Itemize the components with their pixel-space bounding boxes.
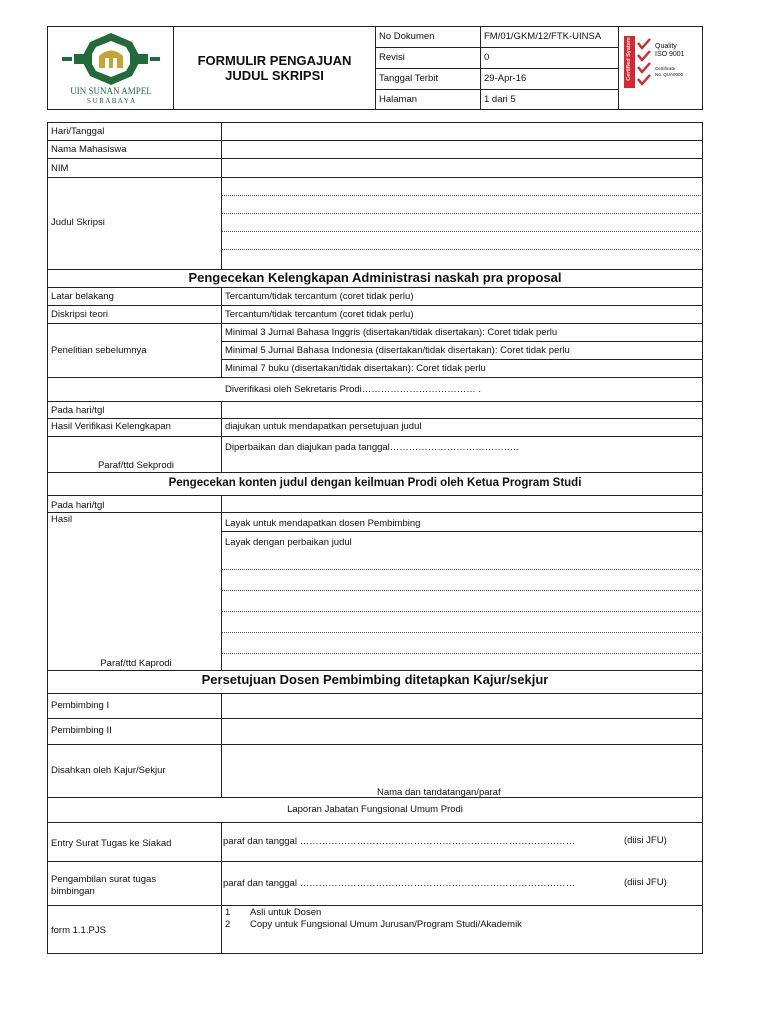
layak-dosen-pembimbing: Layak untuk mendapatkan dosen Pembimbing	[225, 518, 421, 529]
nama-tandatangan: Nama dan tandatangan/paraf	[377, 787, 501, 798]
meta-label-no-dokumen: No Dokumen	[379, 31, 435, 42]
verifikasi-sekretaris: Diverifikasi oleh Sekretaris Prodi……………………………… .	[225, 384, 482, 395]
institution-logo	[52, 30, 170, 106]
meta-value-tanggal-terbit: 29-Apr-16	[484, 73, 527, 84]
note-pengambilan-jfu: (diisi JFU)	[624, 877, 667, 888]
field-hari-tanggal[interactable]	[222, 123, 702, 140]
cert-small2: No. QUA0000	[655, 72, 684, 77]
copy-text: Asli untuk Dosen	[250, 907, 322, 918]
meta-label-tanggal-terbit: Tanggal Terbit	[379, 73, 438, 84]
meta-value-no-dokumen: FM/01/GKM/12/FTK-UINSA	[484, 31, 602, 42]
field-pembimbing-1[interactable]	[222, 694, 702, 718]
field-pembimbing-2[interactable]	[222, 719, 702, 744]
laporan-jfu-title: Laporan Jabatan Fungsional Umum Prodi	[287, 804, 463, 815]
meta-label-halaman: Halaman	[379, 94, 418, 105]
label-pembimbing-2: Pembimbing II	[51, 725, 112, 736]
field-pada-hari-1[interactable]	[222, 402, 702, 418]
label-judul-skripsi: Judul Skripsi	[51, 217, 105, 228]
label-pengambilan-2: bimbingan	[51, 886, 95, 897]
note-entry-jfu: (diisi JFU)	[624, 835, 667, 846]
penelitian-item: Minimal 3 Jurnal Bahasa Inggris (disertakan/tidak disertakan): Coret tidak perlu	[225, 327, 558, 338]
copy-text: Copy untuk Fungsional Umum Jurusan/Program Studi/Akademik	[250, 919, 522, 930]
label-pengambilan-1: Pengambilan surat tugas	[51, 874, 157, 885]
meta-value-halaman: 1 dari 5	[484, 94, 516, 105]
value-hasil-verifikasi: diajukan untuk mendapatkan persetujuan judul	[225, 421, 422, 432]
copy-number: 1	[225, 907, 231, 918]
meta-label-revisi: Revisi	[379, 52, 405, 63]
section1-title: Pengecekan Kelengkapan Administrasi naskah pra proposal	[188, 270, 562, 285]
form-title-line2: JUDUL SKRIPSI	[225, 68, 324, 83]
label-hari-tanggal: Hari/Tanggal	[51, 126, 105, 137]
field-nama-mahasiswa[interactable]	[222, 141, 702, 158]
label-hasil: Hasil	[51, 514, 73, 525]
label-pada-hari-1: Pada hari/tgl	[51, 405, 105, 416]
checkmarks-icon	[637, 38, 651, 86]
form-title-line1: FORMULIR PENGAJUAN	[197, 53, 352, 68]
copy-number: 2	[225, 919, 231, 930]
field-nim[interactable]	[222, 159, 702, 177]
paraf-sekprodi: Paraf/ttd Sekprodi	[97, 460, 175, 471]
institution-city: S U R A B A Y A	[86, 97, 136, 105]
institution-name: UIN SUNAN AMPEL	[70, 86, 152, 96]
section3-title: Persetujuan Dosen Pembimbing ditetapkan Kajur/sekjur	[201, 672, 549, 687]
cert-vertical-label: Certified System	[626, 37, 632, 81]
meta-value-revisi: 0	[484, 52, 490, 63]
value-latar-belakang: Tercantum/tidak tercantum (coret tidak perlu)	[225, 291, 414, 302]
cert-iso: ISO 9001	[655, 51, 685, 58]
penelitian-item: Minimal 5 Jurnal Bahasa Indonesia (disertakan/tidak disertakan): Coret tidak perlu	[225, 345, 570, 356]
iso-certification-badge	[622, 32, 700, 90]
layak-perbaikan-judul: Layak dengan perbaikan judul	[225, 537, 352, 548]
value-pengambilan: paraf dan tanggal ……………………………………………………………………………	[223, 878, 576, 889]
penelitian-item: Minimal 7 buku (disertakan/tidak disertakan): Coret tidak perlu	[225, 363, 486, 374]
paraf-kaprodi: Paraf/ttd Kaprodi	[100, 658, 172, 669]
label-latar-belakang: Latar belakang	[51, 291, 114, 302]
label-penelitian-sebelumnya: Penelitian sebelumnya	[51, 345, 147, 356]
label-disahkan: Disahkan oleh Kajur/Sekjur	[51, 765, 166, 776]
label-pembimbing-1: Pembimbing I	[51, 700, 110, 711]
label-hasil-verifikasi: Hasil Verifikasi Kelengkapan	[51, 421, 171, 432]
form-code: form 1.1.PJS	[51, 925, 106, 936]
value-diskripsi-teori: Tercantum/tidak tercantum (coret tidak perlu)	[225, 309, 414, 320]
field-pada-hari-2[interactable]	[222, 496, 702, 512]
label-nama-mahasiswa: Nama Mahasiswa	[51, 144, 127, 155]
field-judul-skripsi[interactable]	[222, 178, 702, 269]
value-entry-surat: paraf dan tanggal ……………………………………………………………………………	[223, 836, 576, 847]
section2-title: Pengecekan konten judul dengan keilmuan Prodi oleh Ketua Program Studi	[168, 477, 582, 489]
label-nim: NIM	[51, 163, 69, 174]
cert-small1: Certificate	[655, 66, 676, 71]
cert-quality: Quality	[655, 43, 677, 50]
institution-emblem-icon	[52, 30, 170, 88]
label-pada-hari-2: Pada hari/tgl	[51, 500, 105, 511]
diperbaikan-tanggal: Diperbaikan dan diajukan pada tanggal…………………………………..	[225, 442, 519, 453]
label-entry-surat: Entry Surat Tugas ke Siakad	[51, 838, 172, 849]
label-diskripsi-teori: Diskripsi teori	[51, 309, 109, 320]
